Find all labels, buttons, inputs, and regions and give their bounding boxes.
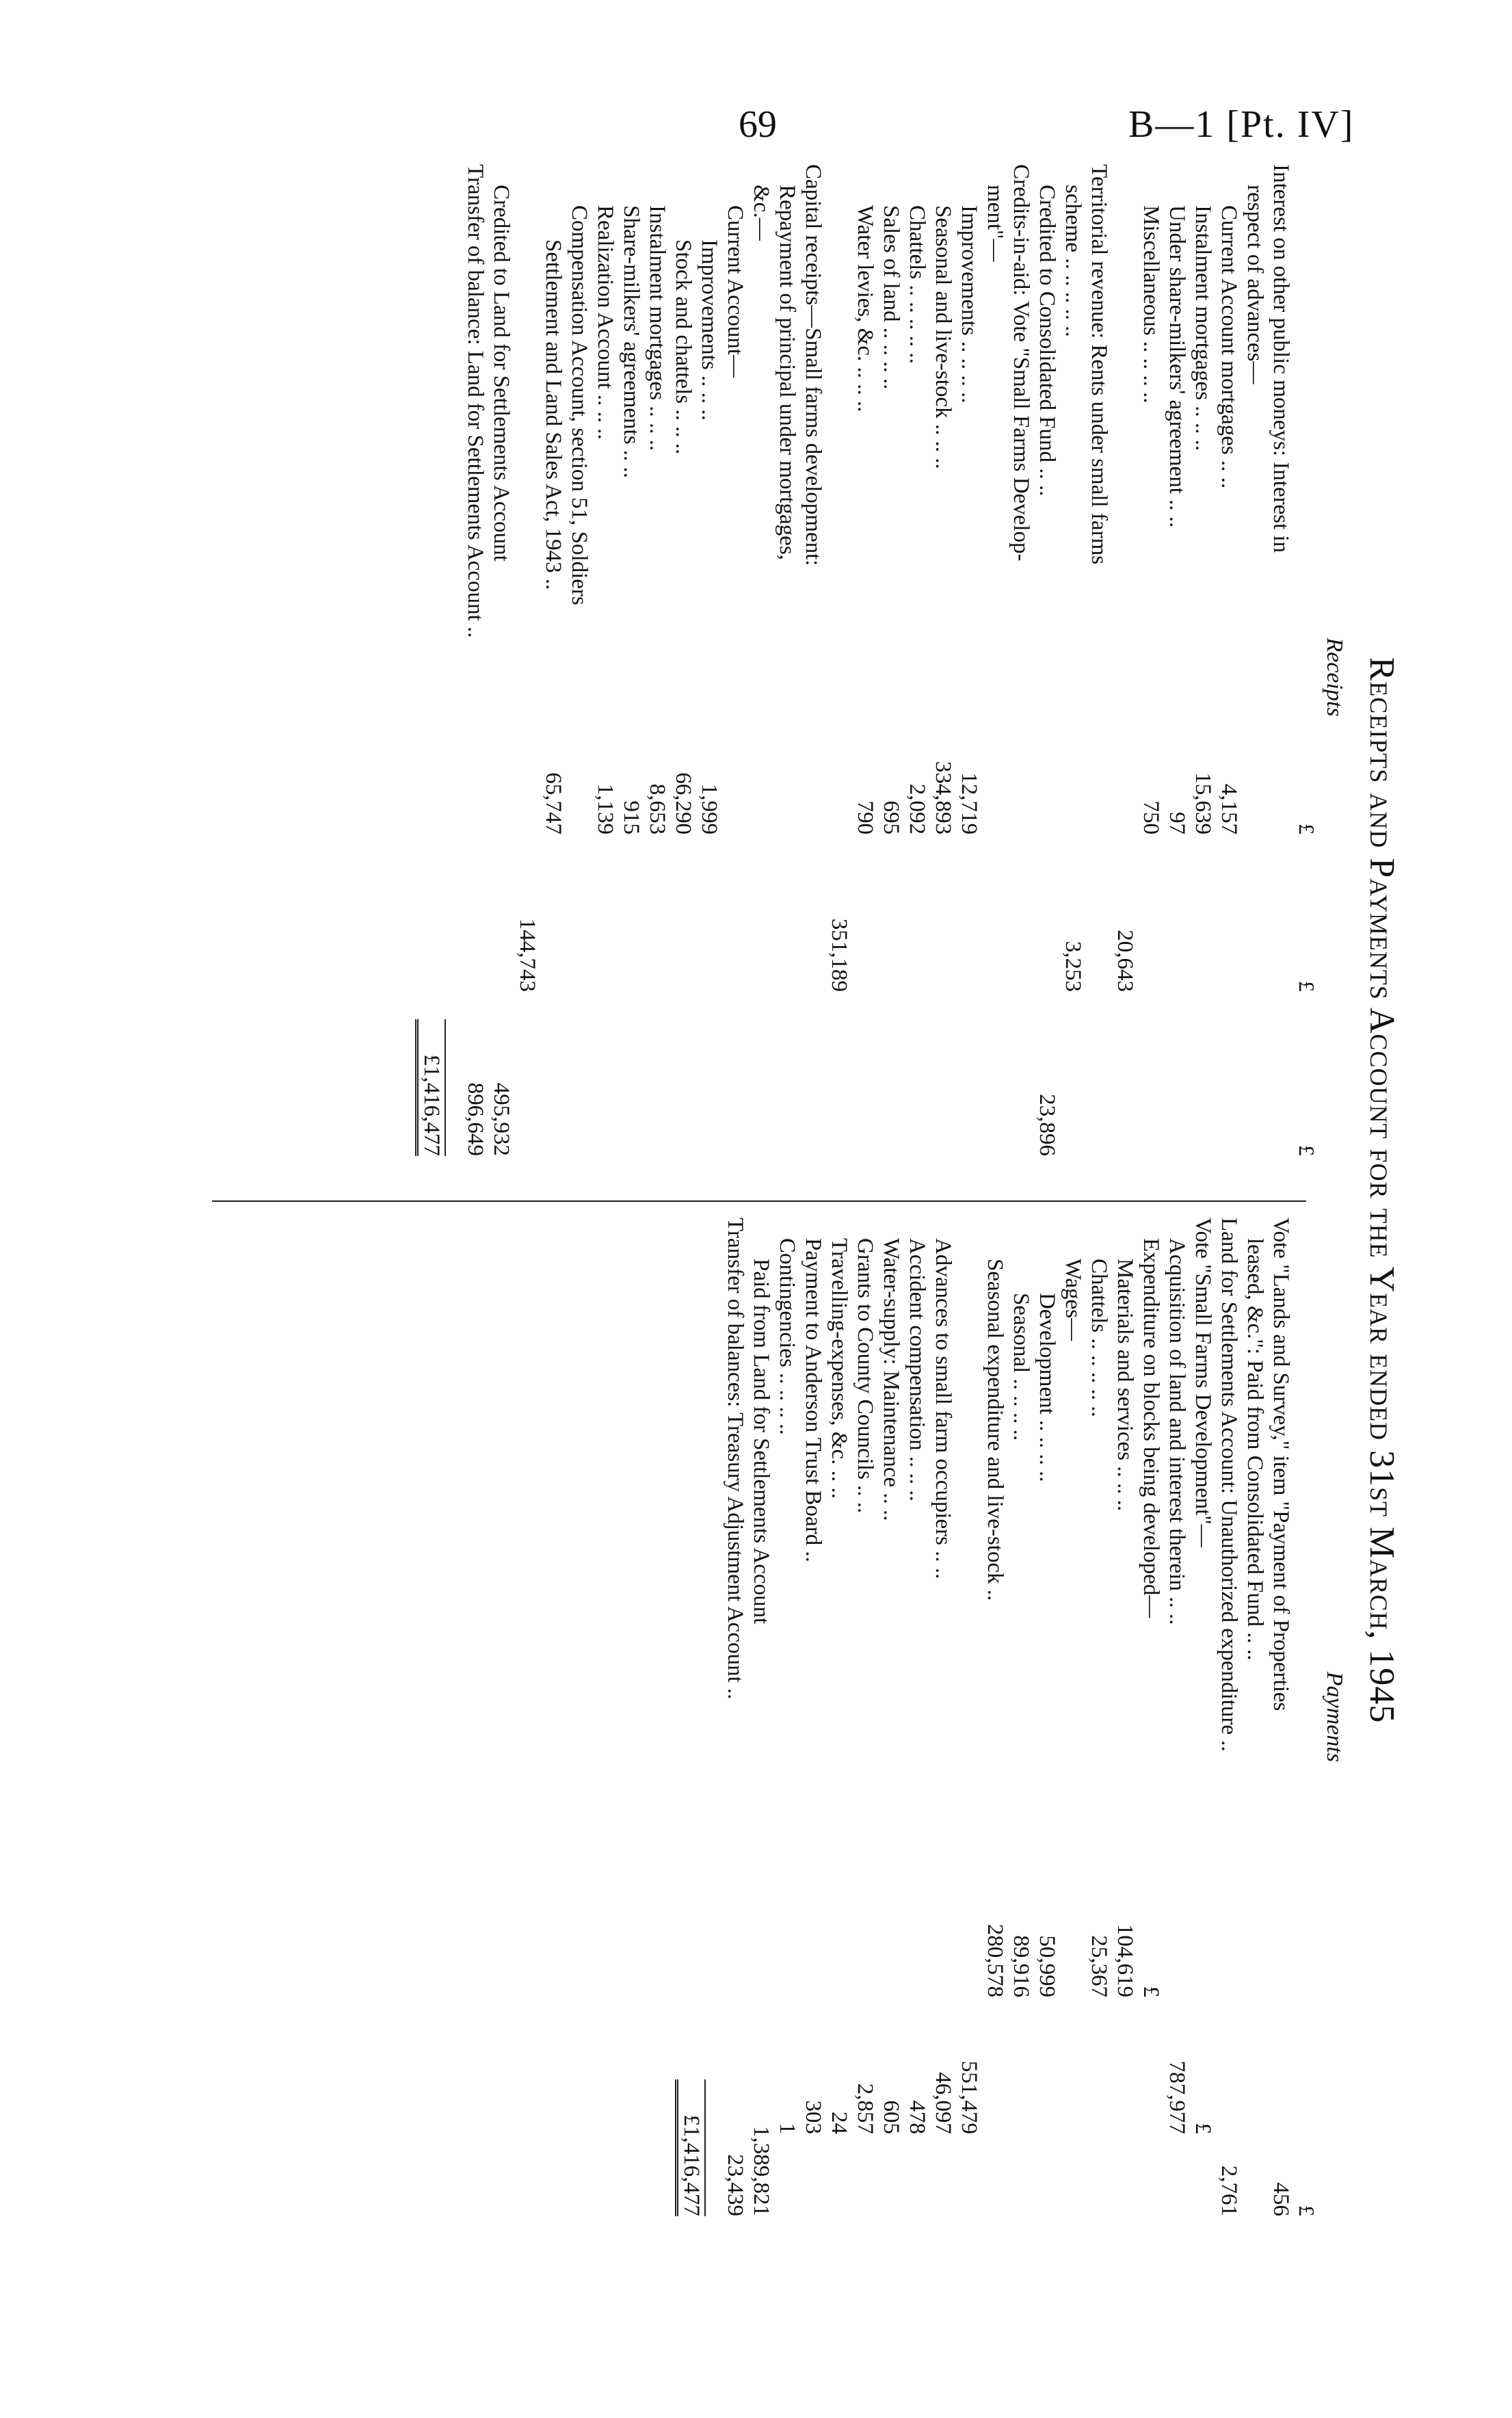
amount-c2: 2,857: [853, 2083, 877, 2134]
row-label: Advances to small farm occupiers .. ..: [931, 1238, 955, 1579]
table-row: [852, 164, 878, 1190]
table-row: [1164, 1218, 1190, 2216]
currency-header-row: [1294, 164, 1320, 1190]
amount-c2: 24: [827, 2112, 851, 2134]
table-row: [670, 164, 696, 1190]
grand-total: £1,416,477: [415, 1019, 446, 1156]
amount-c1: 695: [879, 800, 903, 835]
row-label: Paid from Land for Settlements Account: [749, 1259, 773, 1625]
row-label: Credited to Land for Settlements Account: [489, 185, 514, 562]
total-row: [420, 164, 446, 1190]
amount-c2: 1: [775, 2123, 799, 2134]
table-row: [826, 164, 852, 1190]
amount-c3: 495,932: [489, 1082, 514, 1156]
amount-c1: 4,157: [1217, 783, 1241, 835]
grand-total: £1,416,477: [675, 2079, 706, 2216]
row-label: leased, &c.": Paid from Consolidated Fund .. ..: [1243, 1238, 1267, 1661]
row-label: Instalment mortgages .. .. ..: [645, 205, 669, 451]
row-label: Realization Account .. .. ..: [593, 205, 618, 440]
row-label: Water levies, &c. .. .. ..: [853, 205, 877, 412]
amount-c1: 104,619: [1113, 1923, 1137, 1997]
table-row: [696, 164, 722, 1190]
row-label: Payment to Anderson Trust Board ..: [801, 1238, 825, 1562]
table-row: [618, 164, 644, 1190]
table-row: [930, 1218, 956, 2216]
amount-c1: 334,893: [931, 761, 955, 835]
amount-c1: 280,578: [983, 1923, 1007, 1997]
spacer: [706, 1218, 722, 2216]
row-label: Acquisition of land and interest therein .. ..: [1165, 1238, 1189, 1625]
amount-c1: 50,999: [1035, 1935, 1059, 1997]
table-row: [1242, 164, 1268, 1190]
table-row: [1268, 164, 1294, 1190]
table-row: [878, 164, 904, 1190]
table-row: [644, 164, 670, 1190]
row-label: &c.—: [749, 185, 773, 241]
amount-c1: £: [1139, 1986, 1163, 1997]
table-row: [1138, 1218, 1164, 2216]
table-row: [540, 164, 566, 1190]
amount-c2: 144,743: [515, 918, 540, 992]
amount-c1: 750: [1139, 800, 1163, 835]
row-label: Compensation Account, section 51, Soldiers: [567, 205, 592, 605]
table-row: [1086, 164, 1112, 1190]
row-label: Credited to Consolidated Fund .. ..: [1035, 185, 1059, 497]
amount-c2: 20,643: [1113, 930, 1137, 992]
row-label: Accident compensation .. .. ..: [905, 1238, 929, 1501]
row-label: Travelling-expenses, &c. .. ..: [827, 1238, 851, 1499]
table-row: [592, 164, 618, 1190]
table-row: [956, 164, 982, 1190]
page-title: Receipts and Payments Account for the Year ended 31st March, 1945: [1362, 657, 1401, 1724]
table-row: [1190, 164, 1216, 1190]
table-row: [878, 1218, 904, 2216]
table-row: [904, 164, 930, 1190]
amount-c2: £: [1191, 2123, 1215, 2134]
table-row: [774, 164, 800, 1190]
amount-c2: 351,189: [827, 918, 851, 992]
row-label: Vote "Small Farms Development"—: [1191, 1218, 1215, 1547]
row-label: Stock and chattels .. .. ..: [671, 239, 695, 455]
row-label: Development .. .. .. ..: [1035, 1293, 1059, 1482]
receipts-heading: Receipts: [1322, 638, 1347, 717]
amount-c1: 66,290: [671, 772, 695, 835]
table-row: [1008, 1218, 1034, 2216]
currency-header: £: [1295, 2205, 1319, 2216]
table-row: [800, 164, 826, 1190]
row-label: Repayment of principal under mortgages,: [775, 185, 799, 560]
receipts-column: [185, 164, 1347, 1190]
page-number: 69: [739, 103, 777, 146]
row-label: Vote "Lands and Survey," item "Payment of Properties: [1269, 1218, 1293, 1711]
amount-c2: 303: [801, 2100, 825, 2134]
row-label: Land for Settlements Account: Unauthorized expenditure ..: [1217, 1218, 1241, 1752]
row-label: Miscellaneous .. .. .. ..: [1139, 205, 1163, 404]
table-row: [1138, 164, 1164, 1190]
table-row: [1060, 164, 1086, 1190]
amount-c2: 478: [905, 2100, 929, 2134]
currency-header: £: [1295, 981, 1319, 992]
table-row: [1268, 1218, 1294, 2216]
table-row: [774, 1218, 800, 2216]
row-label: Instalment mortgages .. .. ..: [1191, 205, 1215, 451]
currency-header: £: [1295, 824, 1319, 835]
table-row: [1216, 164, 1242, 1190]
row-label: respect of advances—: [1243, 185, 1267, 384]
table-row: [1112, 164, 1138, 1190]
row-label: Seasonal expenditure and live-stock ..: [983, 1259, 1007, 1601]
row-label: Chattels .. .. .. .. ..: [1087, 1259, 1111, 1417]
table-row: [514, 164, 540, 1190]
table-row: [1008, 164, 1034, 1190]
amount-c1: 1,139: [593, 783, 618, 835]
row-label: Transfer of balances: Treasury Adjustment Account ..: [723, 1218, 747, 1700]
table-row: [1190, 1218, 1216, 2216]
table-row: [462, 164, 488, 1190]
row-label: Credits-in-aid: Vote "Small Farms Develop-: [1009, 164, 1033, 562]
table-row: [982, 164, 1008, 1190]
row-label: Expenditure on blocks being developed—: [1139, 1238, 1163, 1618]
table-row: [722, 1218, 748, 2216]
table-row: [826, 1218, 852, 2216]
table-row: [956, 1218, 982, 2216]
table-row: [566, 164, 592, 1190]
table-row: [852, 1218, 878, 2216]
table-row: [1164, 164, 1190, 1190]
row-label: Seasonal and live-stock .. .. ..: [931, 205, 955, 469]
column-divider: [212, 1200, 1306, 1202]
row-label: Sales of land .. .. .. ..: [879, 205, 903, 390]
amount-c3: 1,389,821: [749, 2126, 773, 2216]
row-label: Settlement and Land Sales Act, 1943 ..: [541, 239, 566, 590]
amount-c3: 456: [1269, 2182, 1293, 2216]
amount-c1: 790: [853, 800, 877, 835]
table-row: [930, 164, 956, 1190]
table-row: [1034, 1218, 1060, 2216]
row-label: Improvements .. .. .. ..: [957, 205, 981, 404]
row-label: Interest on other public moneys: Interest in: [1269, 164, 1293, 553]
table-row: [1112, 1218, 1138, 2216]
amount-c2: 3,253: [1061, 941, 1085, 992]
row-label: Grants to County Councils .. ..: [853, 1238, 877, 1514]
table-row: [800, 1218, 826, 2216]
payments-heading: Payments: [1322, 1671, 1347, 1763]
amount-c3: 896,649: [463, 1082, 488, 1156]
spacer: [446, 164, 462, 1190]
amount-c1: 8,653: [645, 783, 669, 835]
payments-rows: [680, 1218, 1320, 2216]
table-row: [748, 1218, 774, 2216]
table-row: [488, 164, 514, 1190]
table-row: [1060, 1218, 1086, 2216]
rotated-table: [171, 164, 1416, 2216]
table-row: [1216, 1218, 1242, 2216]
table-row: [722, 164, 748, 1190]
row-label: Transfer of balance: Land for Settlements Account ..: [463, 164, 488, 638]
row-label: Water-supply: Maintenance .. ..: [879, 1238, 903, 1521]
currency-header: £: [1295, 1145, 1319, 1156]
page-reference: B—1 [Pt. IV]: [1128, 103, 1355, 146]
row-label: Share-milkers' agreements .. ..: [619, 205, 644, 479]
amount-c2: 551,479: [957, 2060, 981, 2134]
amount-c1: 65,747: [541, 772, 566, 835]
row-label: Improvements .. .. ..: [697, 239, 721, 421]
row-label: Seasonal .. .. .. ..: [1009, 1293, 1033, 1441]
row-label: Wages—: [1061, 1259, 1085, 1341]
amount-c2: 787,977: [1165, 2060, 1189, 2134]
row-label: Current Account—: [723, 205, 747, 378]
amount-c3: 23,439: [723, 2154, 747, 2216]
row-label: Chattels .. .. .. .. ..: [905, 205, 929, 364]
row-label: Current Account mortgages .. ..: [1217, 205, 1241, 489]
amount-c3: 23,896: [1035, 1094, 1059, 1156]
table-row: [1034, 164, 1060, 1190]
amount-c2: 605: [879, 2100, 903, 2134]
amount-c3: 2,761: [1217, 2165, 1241, 2216]
amount-c1: 915: [619, 800, 644, 835]
row-label: scheme .. .. .. .. ..: [1061, 185, 1085, 337]
amount-c1: 2,092: [905, 783, 929, 835]
table-row: [904, 1218, 930, 2216]
row-label: Contingencies .. .. .. ..: [775, 1238, 799, 1435]
amount-c1: 12,719: [957, 772, 981, 835]
row-label: Territorial revenue: Rents under small farms: [1087, 164, 1111, 565]
row-label: ment"—: [983, 185, 1007, 262]
amount-c1: 97: [1165, 812, 1189, 835]
table-row: [982, 1218, 1008, 2216]
row-label: Capital receipts—Small farms development:: [801, 164, 825, 566]
table-row: [1242, 1218, 1268, 2216]
currency-header-row: [1294, 1218, 1320, 2216]
amount-c1: 15,639: [1191, 772, 1215, 835]
table-row: [748, 164, 774, 1190]
table-row: [1086, 1218, 1112, 2216]
row-label: Materials and services .. .. ..: [1113, 1259, 1137, 1512]
amount-c1: 89,916: [1009, 1935, 1033, 1997]
amount-c2: 46,097: [931, 2072, 955, 2134]
row-label: Under share-milkers' agreement .. ..: [1165, 205, 1189, 528]
amount-c1: 1,999: [697, 783, 721, 835]
amount-c1: 25,367: [1087, 1935, 1111, 1997]
payments-column: [185, 1218, 1347, 2216]
total-row: [680, 1218, 706, 2216]
receipts-rows: [420, 164, 1320, 1190]
